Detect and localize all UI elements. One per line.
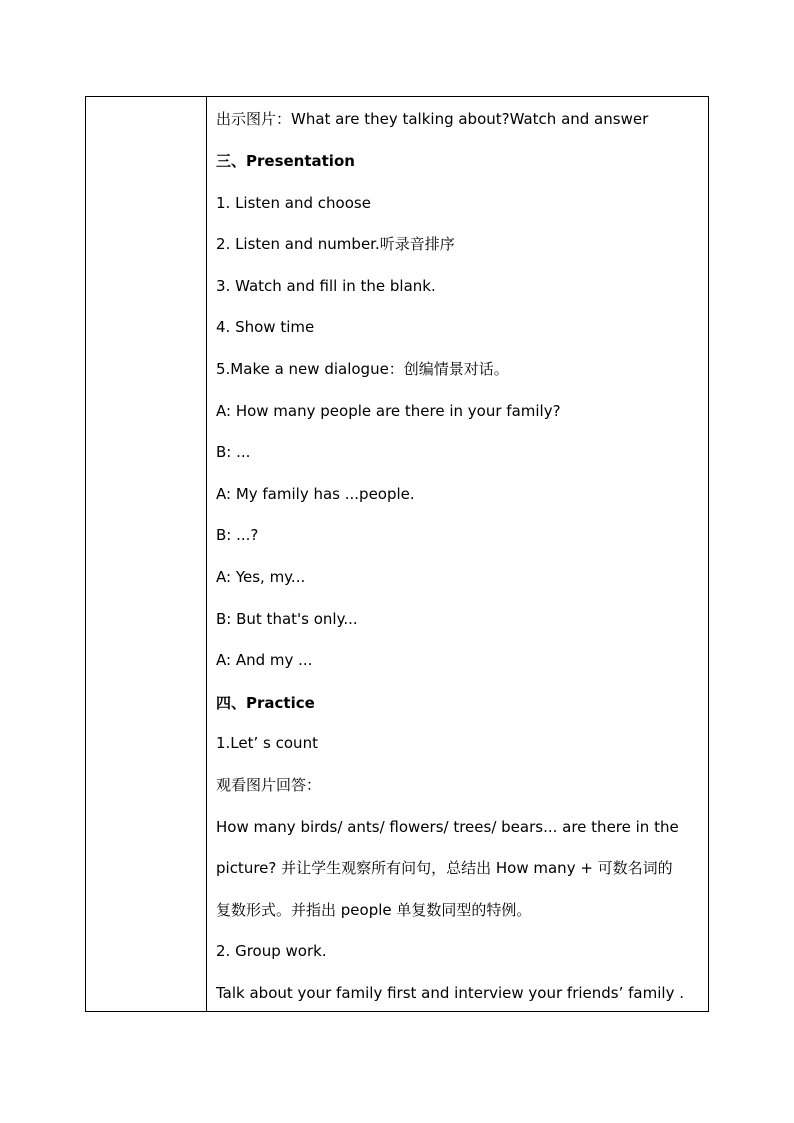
practice-question-line: picture? 并让学生观察所有问句，总结出 How many + 可数名词的 bbox=[216, 859, 673, 877]
group-work-instruction: Talk about your family first and interview your friends’ family . bbox=[216, 984, 684, 1002]
practice-question-line: 复数形式。并指出 people 单复数同型的特例。 bbox=[216, 901, 532, 919]
intro-line: 出示图片：What are they talking about?Watch and answer bbox=[216, 110, 649, 128]
practice-heading: 四、Practice bbox=[216, 694, 315, 712]
step-listen-number: 2. Listen and number.听录音排序 bbox=[216, 235, 455, 253]
practice-instruction: 观看图片回答： bbox=[216, 776, 322, 794]
presentation-heading: 三、Presentation bbox=[216, 152, 355, 170]
left-column-empty-cell bbox=[86, 97, 207, 1011]
dialogue-line: B: ... bbox=[216, 443, 251, 461]
group-work-step: 2. Group work. bbox=[216, 942, 327, 960]
step-show-time: 4. Show time bbox=[216, 318, 315, 336]
practice-step-count: 1.Let’ s count bbox=[216, 734, 318, 752]
dialogue-line: B: ...? bbox=[216, 526, 259, 544]
dialogue-line: A: And my ... bbox=[216, 651, 313, 669]
lesson-table bbox=[85, 96, 709, 1012]
lesson-content-cell bbox=[207, 97, 708, 1011]
dialogue-line: A: My family has ...people. bbox=[216, 485, 415, 503]
step-watch-fill: 3. Watch and fill in the blank. bbox=[216, 277, 436, 295]
practice-question-line: How many birds/ ants/ flowers/ trees/ bears... are there in the bbox=[216, 818, 679, 836]
step-listen-choose: 1. Listen and choose bbox=[216, 194, 371, 212]
step-new-dialogue: 5.Make a new dialogue：创编情景对话。 bbox=[216, 360, 509, 378]
dialogue-line: A: How many people are there in your family? bbox=[216, 402, 561, 420]
dialogue-line: B: But that's only... bbox=[216, 610, 358, 628]
dialogue-line: A: Yes, my... bbox=[216, 568, 306, 586]
